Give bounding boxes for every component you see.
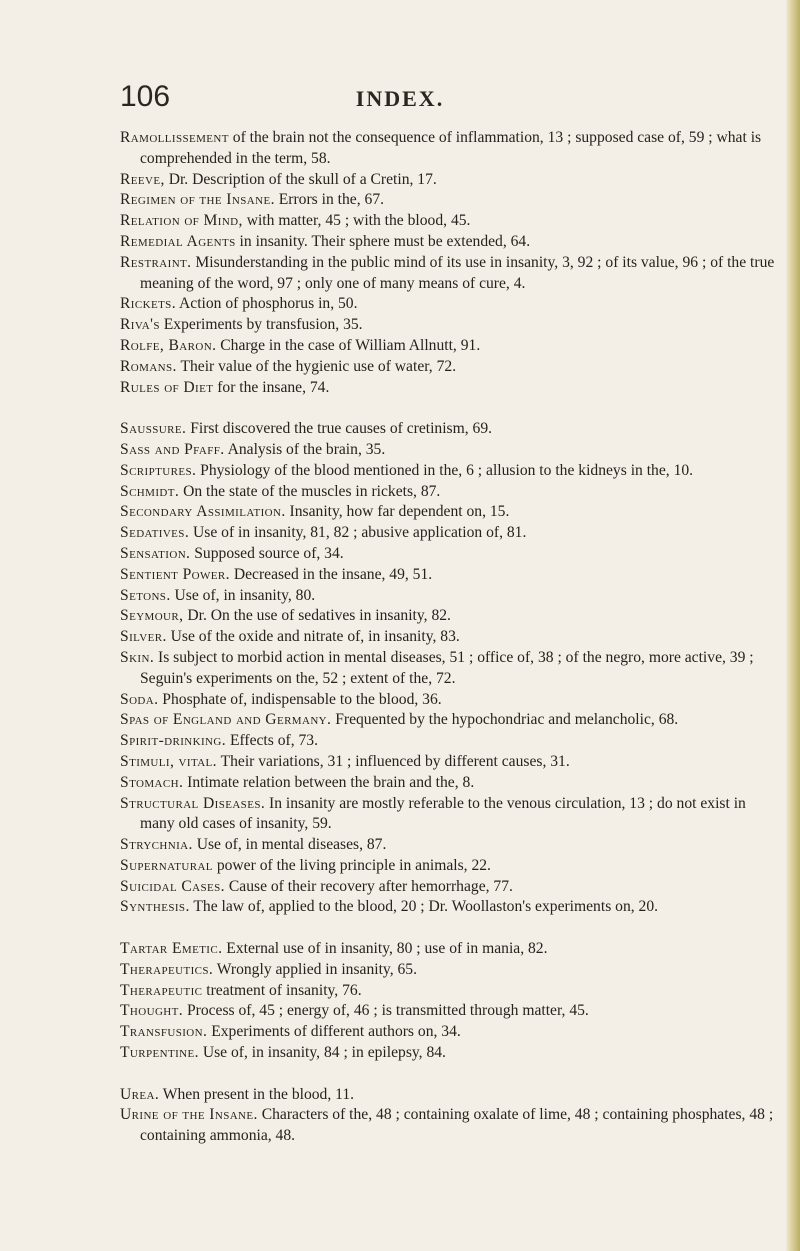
index-entry	[120, 648, 782, 690]
entry-text: Physiology of the blood mentioned in the, 6 ; allusion to the kidneys in the, 10.	[196, 461, 694, 479]
entry-text: Analysis of the brain, 35.	[224, 440, 386, 458]
entry-heading: Spirit-drinking.	[120, 732, 227, 750]
entry-heading: Silver.	[120, 628, 167, 646]
entry-heading: Reeve,	[120, 170, 165, 188]
entry-heading: Structural Diseases.	[120, 794, 266, 812]
entry-text: Intimate relation between the brain and the, 8.	[183, 773, 475, 791]
index-entry	[120, 502, 782, 523]
index-entry	[120, 128, 782, 170]
index-entry	[120, 856, 782, 877]
index-entry	[120, 440, 782, 461]
entry-heading: Transfusion.	[120, 1023, 208, 1041]
entry-heading: Scriptures.	[120, 461, 197, 479]
entry-heading: Tartar Emetic.	[120, 940, 223, 958]
index-entry	[120, 794, 782, 836]
index-entry	[120, 461, 782, 482]
entry-heading: Turpentine.	[120, 1044, 199, 1062]
entry-text: Decreased in the insane, 49, 51.	[229, 565, 433, 583]
entry-text: Use of the oxide and nitrate of, in insanity, 83.	[166, 628, 460, 646]
index-entry	[120, 690, 782, 711]
entry-heading: Skin.	[120, 648, 155, 666]
index-entry	[120, 981, 782, 1002]
index-entry	[120, 1001, 782, 1022]
index-entry	[120, 877, 782, 898]
entry-text: with matter, 45 ; with the blood, 45.	[242, 212, 471, 230]
entry-text: In insanity are mostly referable to the venous circulation, 13 ; do not exist in many old cases of insanity, 59.	[140, 794, 746, 833]
entry-heading: Synthesis.	[120, 898, 190, 916]
entry-heading: Ramollissement	[120, 129, 229, 146]
entry-heading: Sentient Power.	[120, 565, 230, 583]
entry-heading: Urea.	[120, 1085, 160, 1103]
index-entry	[120, 586, 782, 607]
index-entry	[120, 170, 782, 191]
entry-heading: Stimuli, vital.	[120, 752, 217, 770]
index-entry	[120, 357, 782, 378]
page-number: 106	[120, 80, 171, 113]
entry-text: Charge in the case of William Allnutt, 91.	[216, 336, 481, 354]
index-entry	[120, 211, 782, 232]
running-head: INDEX.	[355, 86, 445, 111]
entry-text: When present in the blood, 11.	[159, 1085, 355, 1103]
index-entry	[120, 378, 782, 399]
index-body	[120, 128, 782, 1168]
entry-text: Is subject to morbid action in mental diseases, 51 ; office of, 38 ; of the negro, more active, 39 ; Seguin's experiments on the, 52 ; extent of the, 72.	[140, 648, 754, 687]
index-entry	[120, 1085, 782, 1106]
index-entry	[120, 835, 782, 856]
index-entry	[120, 773, 782, 794]
entry-text: treatment of insanity, 76.	[202, 981, 362, 999]
entry-heading: Relation of Mind,	[120, 212, 243, 230]
entry-text: Experiments of different authors on, 34.	[207, 1023, 461, 1041]
entry-text: power of the living principle in animals, 22.	[212, 856, 491, 874]
entry-text: Errors in the, 67.	[274, 191, 385, 209]
entry-text: of the brain not the consequence of inflammation, 13 ; supposed case of, 59 ; what is comprehended in the term, 58.	[140, 129, 762, 167]
entry-text: Dr. Description of the skull of a Cretin, 17.	[164, 170, 437, 188]
entry-text: Characters of the, 48 ; containing oxalate of lime, 48 ; containing phosphates, 48 ; containing ammonia, 48.	[140, 1106, 774, 1145]
entry-heading: Urine of the Insane.	[120, 1106, 258, 1124]
entry-text: Experiments by transfusion, 35.	[159, 316, 363, 334]
entry-heading: Therapeutics.	[120, 960, 214, 978]
index-entry	[120, 1022, 782, 1043]
entry-text: Insanity, how far dependent on, 15.	[285, 503, 510, 521]
index-entry	[120, 419, 782, 440]
entry-heading: Rolfe, Baron.	[120, 336, 217, 354]
letter-section	[120, 939, 782, 1064]
index-entry	[120, 565, 782, 586]
entry-heading: Riva's	[120, 316, 160, 334]
entry-heading: Restraint.	[120, 253, 192, 271]
index-entry	[120, 710, 782, 731]
entry-heading: Spas of England and Germany.	[120, 711, 332, 729]
letter-section	[120, 419, 782, 918]
entry-text: Misunderstanding in the public mind of its use in insanity, 3, 92 ; of its value, 96 ; of the true meaning of the word, 97 ; only one of many means of cure, 4.	[140, 253, 775, 292]
entry-text: Phosphate of, indispensable to the blood, 36.	[158, 690, 442, 708]
index-entry	[120, 523, 782, 544]
index-entry	[120, 1105, 782, 1147]
entry-text: Use of, in insanity, 84 ; in epilepsy, 84.	[198, 1044, 446, 1062]
entry-text: Frequented by the hypochondriac and melancholic, 68.	[331, 711, 679, 729]
entry-heading: Romans.	[120, 357, 177, 375]
entry-text: Wrongly applied in insanity, 65.	[213, 960, 417, 978]
entry-text: Supposed source of, 34.	[190, 544, 344, 562]
entry-text: Their variations, 31 ; influenced by different causes, 31.	[216, 752, 570, 770]
entry-heading: Saussure.	[120, 420, 187, 438]
entry-text: Action of phosphorus in, 50.	[176, 295, 358, 313]
entry-text: for the insane, 74.	[213, 378, 330, 396]
index-entry	[120, 315, 782, 336]
entry-text: On the state of the muscles in rickets, 87.	[179, 482, 441, 500]
entry-heading: Rules of Diet	[120, 378, 214, 396]
entry-heading: Suicidal Cases.	[120, 877, 225, 895]
entry-heading: Remedial Agents	[120, 232, 236, 250]
index-entry	[120, 294, 782, 315]
entry-text: First discovered the true causes of cretinism, 69.	[186, 420, 493, 438]
index-entry	[120, 939, 782, 960]
letter-section	[120, 1085, 782, 1147]
index-entry	[120, 482, 782, 503]
index-entry	[120, 1043, 782, 1064]
entry-heading: Seymour,	[120, 607, 184, 625]
index-entry	[120, 627, 782, 648]
index-entry	[120, 960, 782, 981]
entry-heading: Sedatives.	[120, 524, 190, 542]
entry-text: Use of in insanity, 81, 82 ; abusive application of, 81.	[189, 524, 527, 542]
page-header	[0, 80, 800, 120]
entry-text: Effects of, 73.	[226, 732, 318, 750]
entry-text: Use of, in mental diseases, 87.	[192, 836, 387, 854]
entry-heading: Thought.	[120, 1002, 184, 1020]
index-entry	[120, 897, 782, 918]
entry-text: Cause of their recovery after hemorrhage, 77.	[224, 877, 513, 895]
index-entry	[120, 232, 782, 253]
entry-heading: Setons.	[120, 586, 171, 604]
index-entry	[120, 606, 782, 627]
index-entry	[120, 336, 782, 357]
entry-text: External use of in insanity, 80 ; use of in mania, 82.	[222, 940, 548, 958]
entry-text: Dr. On the use of sedatives in insanity, 82.	[183, 607, 451, 625]
letter-section	[120, 128, 782, 398]
entry-heading: Regimen of the Insane.	[120, 191, 275, 209]
index-entry	[120, 544, 782, 565]
entry-text: Use of, in insanity, 80.	[170, 586, 316, 604]
entry-heading: Rickets.	[120, 295, 176, 313]
entry-heading: Sass and Pfaff.	[120, 440, 225, 458]
index-entry	[120, 752, 782, 773]
entry-heading: Secondary Assimilation.	[120, 503, 286, 521]
entry-text: in insanity. Their sphere must be extended, 64.	[235, 232, 531, 250]
entry-heading: Sensation.	[120, 544, 191, 562]
index-entry	[120, 253, 782, 295]
entry-heading: Therapeutic	[120, 981, 203, 999]
entry-heading: Soda.	[120, 690, 159, 708]
index-entry	[120, 731, 782, 752]
entry-heading: Schmidt.	[120, 482, 180, 500]
entry-text: The law of, applied to the blood, 20 ; Dr. Woollaston's experiments on, 20.	[189, 898, 659, 916]
page-edge	[786, 0, 800, 1251]
entry-heading: Strychnia.	[120, 836, 193, 854]
entry-text: Process of, 45 ; energy of, 46 ; is transmitted through matter, 45.	[183, 1002, 589, 1020]
entry-heading: Stomach.	[120, 773, 184, 791]
entry-heading: Supernatural	[120, 856, 213, 874]
index-entry	[120, 190, 782, 211]
entry-text: Their value of the hygienic use of water, 72.	[176, 357, 457, 375]
